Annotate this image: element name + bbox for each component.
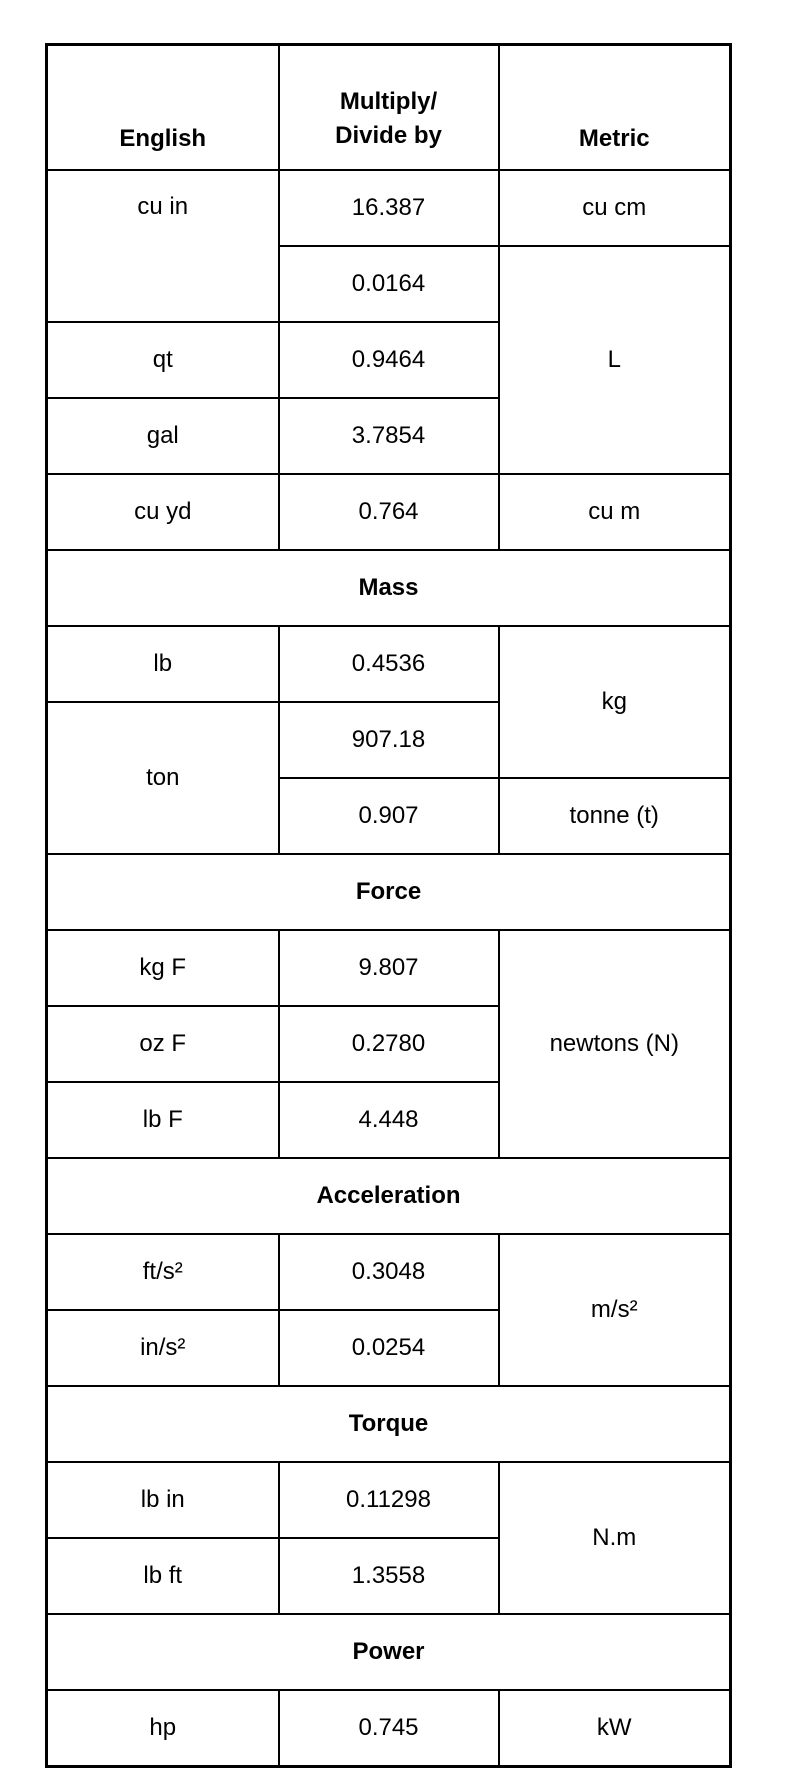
unit-lb: lb — [47, 626, 279, 702]
unit-n-m: N.m — [499, 1462, 731, 1614]
factor-cell: 907.18 — [279, 702, 499, 778]
unit-kw: kW — [499, 1690, 731, 1767]
section-title-force: Force — [47, 854, 731, 930]
table-row — [47, 1690, 731, 1767]
unit-cu-in: cu in — [47, 170, 279, 322]
unit-cu-m: cu m — [499, 474, 731, 550]
unit-ft-s2: ft/s² — [47, 1234, 279, 1310]
factor-cell: 0.4536 — [279, 626, 499, 702]
unit-m-s2: m/s² — [499, 1234, 731, 1386]
factor-cell: 0.745 — [279, 1690, 499, 1767]
factor-cell: 0.2780 — [279, 1006, 499, 1082]
unit-lb-f: lb F — [47, 1082, 279, 1158]
factor-cell: 16.387 — [279, 170, 499, 246]
unit-kg-f: kg F — [47, 930, 279, 1006]
unit-qt: qt — [47, 322, 279, 398]
factor-cell: 3.7854 — [279, 398, 499, 474]
table-row — [47, 1234, 731, 1310]
unit-hp: hp — [47, 1690, 279, 1767]
table-row — [47, 930, 731, 1006]
section-row-force — [47, 854, 731, 930]
header-factor-line2: Divide by — [335, 122, 442, 149]
unit-lb-ft: lb ft — [47, 1538, 279, 1614]
section-title-acceleration: Acceleration — [47, 1158, 731, 1234]
unit-gal: gal — [47, 398, 279, 474]
factor-cell: 9.807 — [279, 930, 499, 1006]
unit-oz-f: oz F — [47, 1006, 279, 1082]
unit-lb-in: lb in — [47, 1462, 279, 1538]
header-metric: Metric — [499, 45, 731, 171]
section-row-torque — [47, 1386, 731, 1462]
table-row — [47, 1462, 731, 1538]
factor-cell: 0.3048 — [279, 1234, 499, 1310]
factor-cell: 0.11298 — [279, 1462, 499, 1538]
section-title-mass: Mass — [47, 550, 731, 626]
factor-cell: 4.448 — [279, 1082, 499, 1158]
section-row-acceleration — [47, 1158, 731, 1234]
factor-cell: 0.0254 — [279, 1310, 499, 1386]
header-factor — [279, 45, 499, 171]
table-row — [47, 170, 731, 246]
factor-cell: 0.907 — [279, 778, 499, 854]
unit-in-s2: in/s² — [47, 1310, 279, 1386]
unit-kg: kg — [499, 626, 731, 778]
factor-cell: 0.9464 — [279, 322, 499, 398]
unit-liter: L — [499, 246, 731, 474]
unit-ton: ton — [47, 702, 279, 854]
section-title-power: Power — [47, 1614, 731, 1690]
unit-newtons: newtons (N) — [499, 930, 731, 1158]
section-row-power — [47, 1614, 731, 1690]
section-title-torque: Torque — [47, 1386, 731, 1462]
factor-cell: 0.0164 — [279, 246, 499, 322]
table-row — [47, 626, 731, 702]
conversion-table — [45, 43, 732, 1768]
header-factor-line1: Multiply/ — [339, 88, 438, 115]
section-row-mass — [47, 550, 731, 626]
unit-tonne: tonne (t) — [499, 778, 731, 854]
unit-cu-cm: cu cm — [499, 170, 731, 246]
table-row — [47, 474, 731, 550]
factor-cell: 0.764 — [279, 474, 499, 550]
unit-cu-yd: cu yd — [47, 474, 279, 550]
factor-cell: 1.3558 — [279, 1538, 499, 1614]
header-english: English — [47, 45, 279, 171]
header-row — [47, 45, 731, 171]
